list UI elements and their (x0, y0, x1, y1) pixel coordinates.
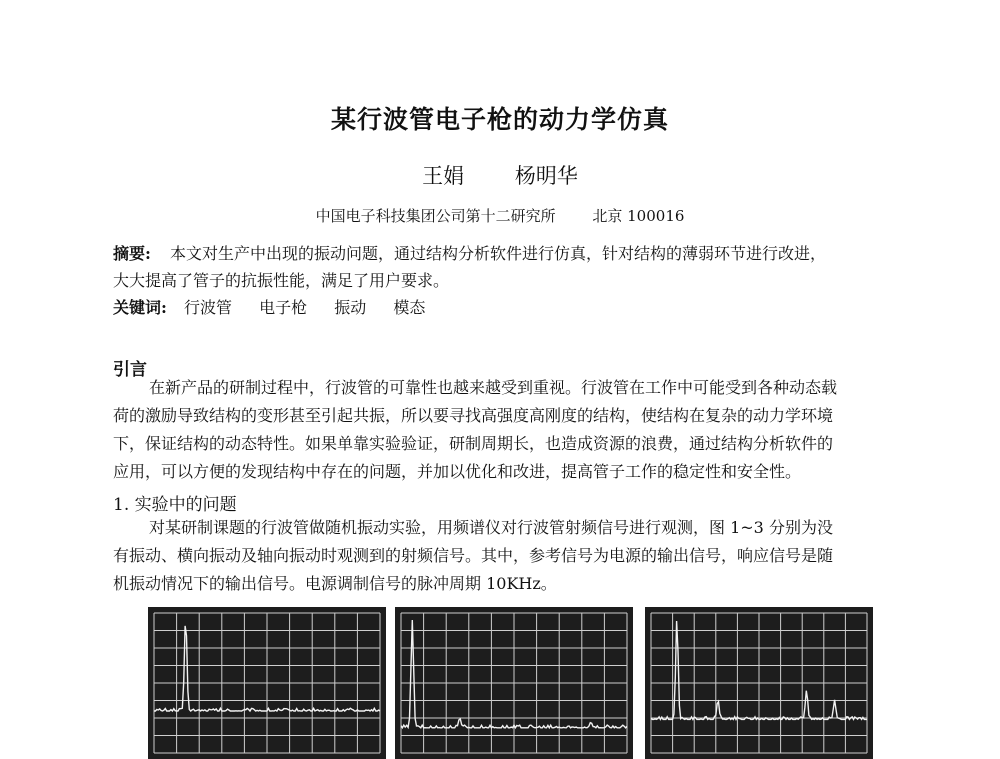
figure-1 (148, 607, 386, 759)
spectrum-plot-1 (148, 607, 386, 759)
intro-heading: 引言 (113, 360, 147, 380)
section1-line: 有振动、横向振动及轴向振动时观测到的射频信号。其中，参考信号为电源的输出信号，响应信号是随 (113, 546, 834, 565)
spectrum-plot-2 (395, 607, 633, 759)
keyword-item: 行波管 (184, 298, 233, 317)
paper-title: 某行波管电子枪的动力学仿真 (330, 105, 669, 134)
keyword-item: 模态 (393, 298, 426, 317)
authors (0, 160, 1000, 190)
affiliation-institution: 中国电子科技集团公司第十二研究所 (315, 207, 556, 225)
intro-line: 荷的激励导致结构的变形甚至引起共振，所以要寻找高强度高刚度的结构，使结构在复杂的动力学环境 (113, 406, 834, 425)
section1-heading: 1. 实验中的问题 (113, 495, 237, 515)
section1-line: 机振动情况下的输出信号。电源调制信号的脉冲周期 10KHz。 (113, 574, 557, 593)
abstract-text-1: 本文对生产中出现的振动问题，通过结构分析软件进行仿真，针对结构的薄弱环节进行改进， (170, 244, 827, 263)
keyword-item: 振动 (334, 298, 367, 317)
spectrum-plot-3 (645, 607, 873, 759)
abstract-label: 摘要: (113, 244, 151, 263)
intro-line: 应用，可以方便的发现结构中存在的问题，并加以优化和改进，提高管子工作的稳定性和安全性。 (113, 462, 802, 481)
figure-3 (645, 607, 873, 759)
abstract-line-1 (113, 243, 903, 265)
author-1: 王娟 (422, 164, 465, 188)
intro-line: 在新产品的研制过程中，行波管的可靠性也越来越受到重视。行波管在工作中可能受到各种动态载 (149, 378, 838, 397)
affiliation-city-code: 北京 100016 (592, 207, 685, 225)
abstract-text-2: 大大提高了管子的抗振性能，满足了用户要求。 (113, 271, 450, 290)
figures-row (148, 607, 873, 759)
figure-2 (395, 607, 633, 759)
affiliation (0, 205, 1000, 226)
keywords-line (113, 297, 903, 319)
author-2: 杨明华 (514, 164, 578, 188)
section1-line: 对某研制课题的行波管做随机振动实验，用频谱仪对行波管射频信号进行观测，图 1~3 分别为没 (149, 518, 833, 537)
keyword-item: 电子枪 (259, 298, 308, 317)
keywords-label: 关键词: (113, 298, 167, 317)
intro-line: 下，保证结构的动态特性。如果单靠实验验证，研制周期长，也造成资源的浪费，通过结构分析软件的 (113, 434, 834, 453)
